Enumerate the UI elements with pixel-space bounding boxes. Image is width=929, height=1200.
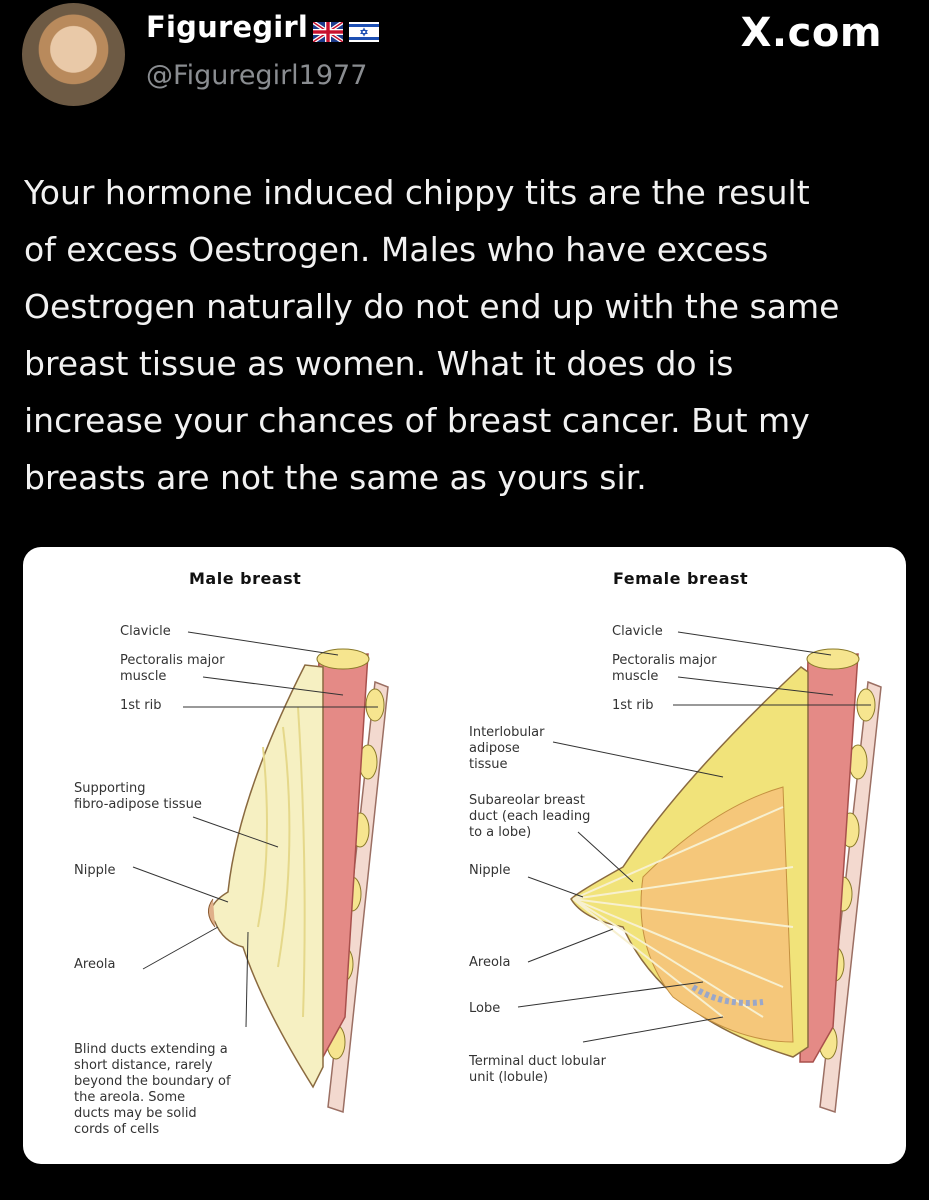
israel-flag-icon: [349, 22, 379, 42]
male-blind-ducts-label: Blind ducts extending a short distance, rarely beyond the boundary of the areola. Some ducts may be solid cords of cells: [74, 1042, 231, 1137]
female-clavicle-label: Clavicle: [612, 624, 663, 639]
female-nipple-label: Nipple: [469, 863, 511, 878]
female-subareolar-label: Subareolar breast duct (each leading to a lobe): [469, 793, 591, 840]
tweet-text: Your hormone induced chippy tits are the result of excess Oestrogen. Males who have excess Oestrogen naturally do not end up with the same breast tissue as women. What it does do is increase your chances of breast cancer. But my breasts are not the same as yours sir.: [24, 173, 840, 497]
profile-avatar[interactable]: [22, 3, 125, 106]
male-breast-title: Male breast: [189, 569, 302, 588]
flag-emojis: [313, 22, 379, 42]
male-supporting-tissue-label: Supporting fibro-adipose tissue: [74, 781, 202, 812]
user-handle[interactable]: @Figuregirl1977: [146, 60, 368, 91]
male-breast-drawing: [208, 649, 388, 1112]
display-name[interactable]: Figuregirl: [146, 10, 309, 44]
female-interlobular-label: Interlobular adipose tissue: [469, 725, 545, 772]
female-rib-label: 1st rib: [612, 698, 654, 713]
site-watermark: X.com: [740, 10, 882, 56]
male-pectoralis-label: Pectoralis major muscle: [120, 653, 225, 684]
female-breast-title: Female breast: [613, 569, 749, 588]
female-breast-drawing: [571, 649, 881, 1112]
female-pectoralis-label: Pectoralis major muscle: [612, 653, 717, 684]
male-areola-label: Areola: [74, 957, 116, 972]
male-rib-label: 1st rib: [120, 698, 162, 713]
uk-flag-icon: [313, 22, 343, 42]
male-nipple-label: Nipple: [74, 863, 116, 878]
anatomy-diagram-image[interactable]: [23, 547, 906, 1164]
female-terminal-duct-label: Terminal duct lobular unit (lobule): [469, 1054, 606, 1085]
female-lobe-label: Lobe: [469, 1001, 501, 1016]
male-clavicle-label: Clavicle: [120, 624, 171, 639]
female-areola-label: Areola: [469, 955, 511, 970]
